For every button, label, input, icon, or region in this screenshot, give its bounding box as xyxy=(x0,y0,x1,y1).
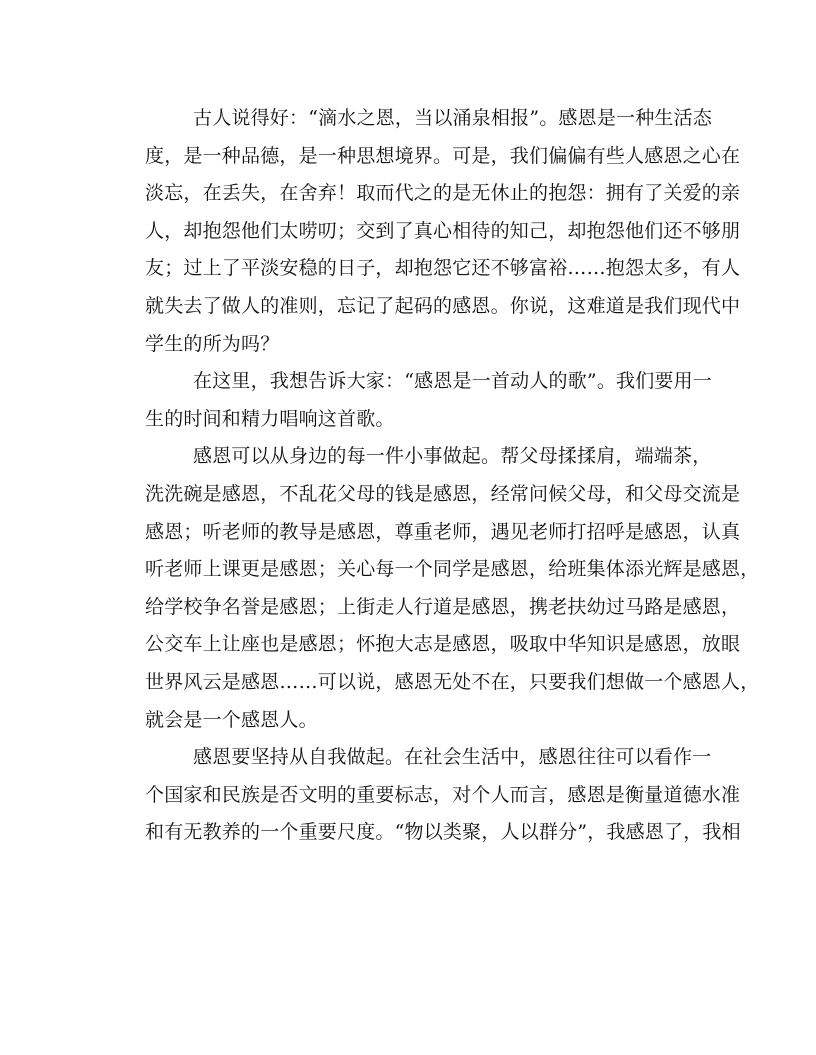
paragraph-line: 度，是一种品德，是一种思想境界。可是，我们偏偏有些人感恩之心在 xyxy=(145,144,741,167)
paragraph-line: 学生的所为吗？ xyxy=(145,332,280,355)
paragraph-3 xyxy=(145,438,760,739)
paragraph-line: 人，却抱怨他们太唠叨；交到了真心相待的知己，却抱怨他们还不够朋 xyxy=(145,219,741,242)
paragraph-line: 感恩要坚持从自我做起。在社会生活中，感恩往往可以看作一 xyxy=(193,746,712,769)
paragraph-line: 就失去了做人的准则，忘记了起码的感恩。你说，这难道是我们现代中 xyxy=(145,294,741,317)
paragraph-line: 和有无教养的一个重要尺度。“物以类聚，人以群分”，我感恩了，我相 xyxy=(145,821,741,844)
paragraph-line: 感恩可以从身边的每一件小事做起。帮父母揉揉肩，端端茶， xyxy=(193,445,712,468)
paragraph-line: 生的时间和精力唱响这首歌。 xyxy=(145,407,395,430)
paragraph-line: 洗洗碗是感恩，不乱花父母的钱是感恩，经常问候父母，和父母交流是 xyxy=(145,482,741,505)
paragraph-line: 淡忘，在丢失，在舍弃！取而代之的是无休止的抱怨：拥有了关爱的亲 xyxy=(145,182,741,205)
paragraph-line: 世界风云是感恩……可以说，感恩无处不在，只要我们想做一个感恩人， xyxy=(145,670,760,693)
paragraph-4 xyxy=(145,739,741,852)
paragraph-line: 个国家和民族是否文明的重要标志，对个人而言，感恩是衡量道德水准 xyxy=(145,783,741,806)
paragraph-2 xyxy=(145,363,713,438)
paragraph-line: 古人说得好：“滴水之恩，当以涌泉相报”。感恩是一种生活态 xyxy=(193,107,713,129)
essay-body xyxy=(145,100,760,852)
paragraph-line: 在这里，我想告诉大家：“感恩是一首动人的歌”。我们要用一 xyxy=(193,370,713,393)
paragraph-line: 给学校争名誉是感恩；上街走人行道是感恩，携老扶幼过马路是感恩， xyxy=(145,595,741,618)
paragraph-line: 公交车上让座也是感恩；怀抱大志是感恩，吸取中华知识是感恩，放眼 xyxy=(145,633,741,656)
paragraph-1 xyxy=(145,100,741,363)
paragraph-line: 感恩；听老师的教导是感恩，尊重老师，遇见老师打招呼是感恩，认真 xyxy=(145,520,741,543)
paragraph-line: 听老师上课更是感恩；关心每一个同学是感恩，给班集体添光辉是感恩， xyxy=(145,558,760,581)
paragraph-line: 友；过上了平淡安稳的日子，却抱怨它还不够富裕……抱怨太多，有人 xyxy=(145,257,741,280)
paragraph-line: 就会是一个感恩人。 xyxy=(145,708,318,731)
